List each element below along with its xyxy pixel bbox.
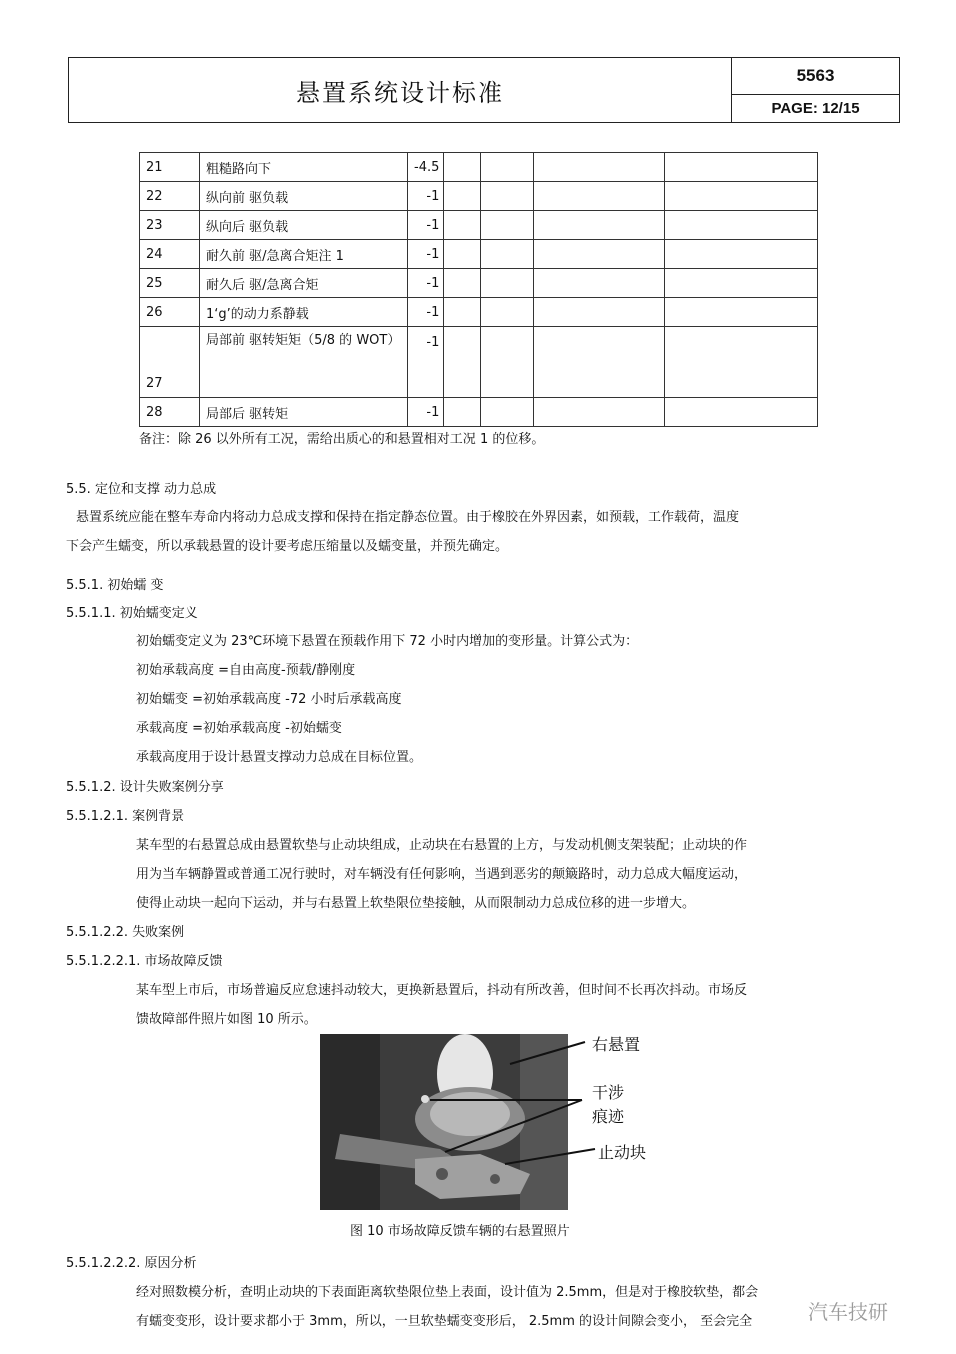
section-heading: 5.5. 定位和支撑 动力总成 <box>66 482 217 497</box>
callout-stopper: 止动块 <box>598 1143 647 1162</box>
paragraph-line: 使得止动块一起向下运动，并与右悬置上软垫限位垫接触，从而限制动力总成位移的进一步增大。 <box>136 896 696 911</box>
figure-caption: 图 10 市场故障反馈车辆的右悬置照片 <box>350 1224 570 1239</box>
row-value: -1 <box>408 182 444 211</box>
table-row <box>140 153 818 182</box>
row-description: 1‘g’的动力系静载 <box>200 298 408 327</box>
paragraph-line: 下会产生蠕变，所以承载悬置的设计要考虑压缩量以及蠕变量，并预先确定。 <box>66 539 509 554</box>
row-number: 23 <box>140 211 200 240</box>
row-value: -1 <box>408 298 444 327</box>
paragraph-line: 某车型的右悬置总成由悬置软垫与止动块组成，止动块在右悬置的上方，与发动机侧支架装配；止动块的作 <box>136 838 748 853</box>
section-heading: 5.5.1.2.2. 失败案例 <box>66 925 185 940</box>
row-description: 耐久前 驱/急离合矩注 1 <box>200 240 408 269</box>
section-heading: 5.5.1.2.2.1. 市场故障反馈 <box>66 954 223 969</box>
row-value: -1 <box>408 211 444 240</box>
table-row <box>140 327 818 398</box>
row-number: 21 <box>140 153 200 182</box>
row-value: -1 <box>408 269 444 298</box>
formula-line: 承载高度 =初始承载高度 -初始蠕变 <box>136 721 342 736</box>
row-description: 粗糙路向下 <box>200 153 408 182</box>
section-heading: 5.5.1.1. 初始蠕变定义 <box>66 606 198 621</box>
row-number: 25 <box>140 269 200 298</box>
row-number: 22 <box>140 182 200 211</box>
row-value: -1 <box>408 327 444 398</box>
row-value: -1 <box>408 398 444 427</box>
table-note: 备注：除 26 以外所有工况，需给出质心的和悬置相对工况 1 的位移。 <box>139 432 545 447</box>
paragraph-line: 某车型上市后，市场普遍反应怠速抖动较大，更换新悬置后，抖动有所改善，但时间不长再次抖动。市场反 <box>136 983 748 998</box>
table-row <box>140 298 818 327</box>
document-header <box>68 57 900 123</box>
section-heading: 5.5.1. 初始蠕 变 <box>66 578 164 593</box>
table-row <box>140 398 818 427</box>
paragraph-line: 有蠕变变形，设计要求都小于 3mm，所以，一旦软垫蠕变变形后， 2.5mm 的设计间隙会变小， 至会完全 <box>136 1314 753 1329</box>
paragraph-line: 经对照数模分析，查明止动块的下表面距离软垫限位垫上表面，设计值为 2.5mm，但是对于橡胶软垫，都会 <box>136 1285 759 1300</box>
section-heading: 5.5.1.2.2.2. 原因分析 <box>66 1256 197 1271</box>
table-row <box>140 240 818 269</box>
page-number: PAGE: 12/15 <box>771 100 860 117</box>
paragraph-line: 承载高度用于设计悬置支撑动力总成在目标位置。 <box>136 750 423 765</box>
callout-interference-mark: 痕迹 <box>592 1107 625 1126</box>
watermark: 汽车技研 <box>808 1300 888 1324</box>
section-heading: 5.5.1.2.1. 案例背景 <box>66 809 185 824</box>
row-description: 纵向前 驱负载 <box>200 182 408 211</box>
section-heading: 5.5.1.2. 设计失败案例分享 <box>66 780 224 795</box>
paragraph-line: 初始蠕变定义为 23℃环境下悬置在预载作用下 72 小时内增加的变形量。计算公式为： <box>136 634 639 649</box>
paragraph-line: 用为当车辆静置或普通工况行驶时，对车辆没有任何影响，当遇到恶劣的颠簸路时，动力总成大幅度运动， <box>136 867 748 882</box>
row-number: 27 <box>140 327 200 398</box>
table-row <box>140 211 818 240</box>
callout-right-mount: 右悬置 <box>592 1035 641 1054</box>
row-description: 耐久后 驱/急离合矩 <box>200 269 408 298</box>
row-description: 局部后 驱转矩 <box>200 398 408 427</box>
formula-line: 初始蠕变 =初始承载高度 -72 小时后承载高度 <box>136 692 402 707</box>
load-case-table <box>139 152 818 427</box>
row-value: -4.5 <box>408 153 444 182</box>
table-row <box>140 182 818 211</box>
callout-interference: 干涉 <box>592 1083 625 1102</box>
formula-line: 初始承载高度 =自由高度-预载/静刚度 <box>136 663 356 678</box>
paragraph-line: 悬置系统应能在整车寿命内将动力总成支撑和保持在指定静态位置。由于橡胶在外界因素，如预载，工作载荷，温度 <box>76 510 740 525</box>
row-description: 局部前 驱转矩矩（5/8 的 WOT） <box>200 327 408 398</box>
document-code: 5563 <box>732 58 899 95</box>
row-description: 纵向后 驱负载 <box>200 211 408 240</box>
paragraph-line: 馈故障部件照片如图 10 所示。 <box>136 1012 317 1027</box>
row-number: 24 <box>140 240 200 269</box>
row-number: 28 <box>140 398 200 427</box>
row-number: 26 <box>140 298 200 327</box>
table-row <box>140 269 818 298</box>
document-title: 悬置系统设计标准 <box>69 58 732 122</box>
row-value: -1 <box>408 240 444 269</box>
